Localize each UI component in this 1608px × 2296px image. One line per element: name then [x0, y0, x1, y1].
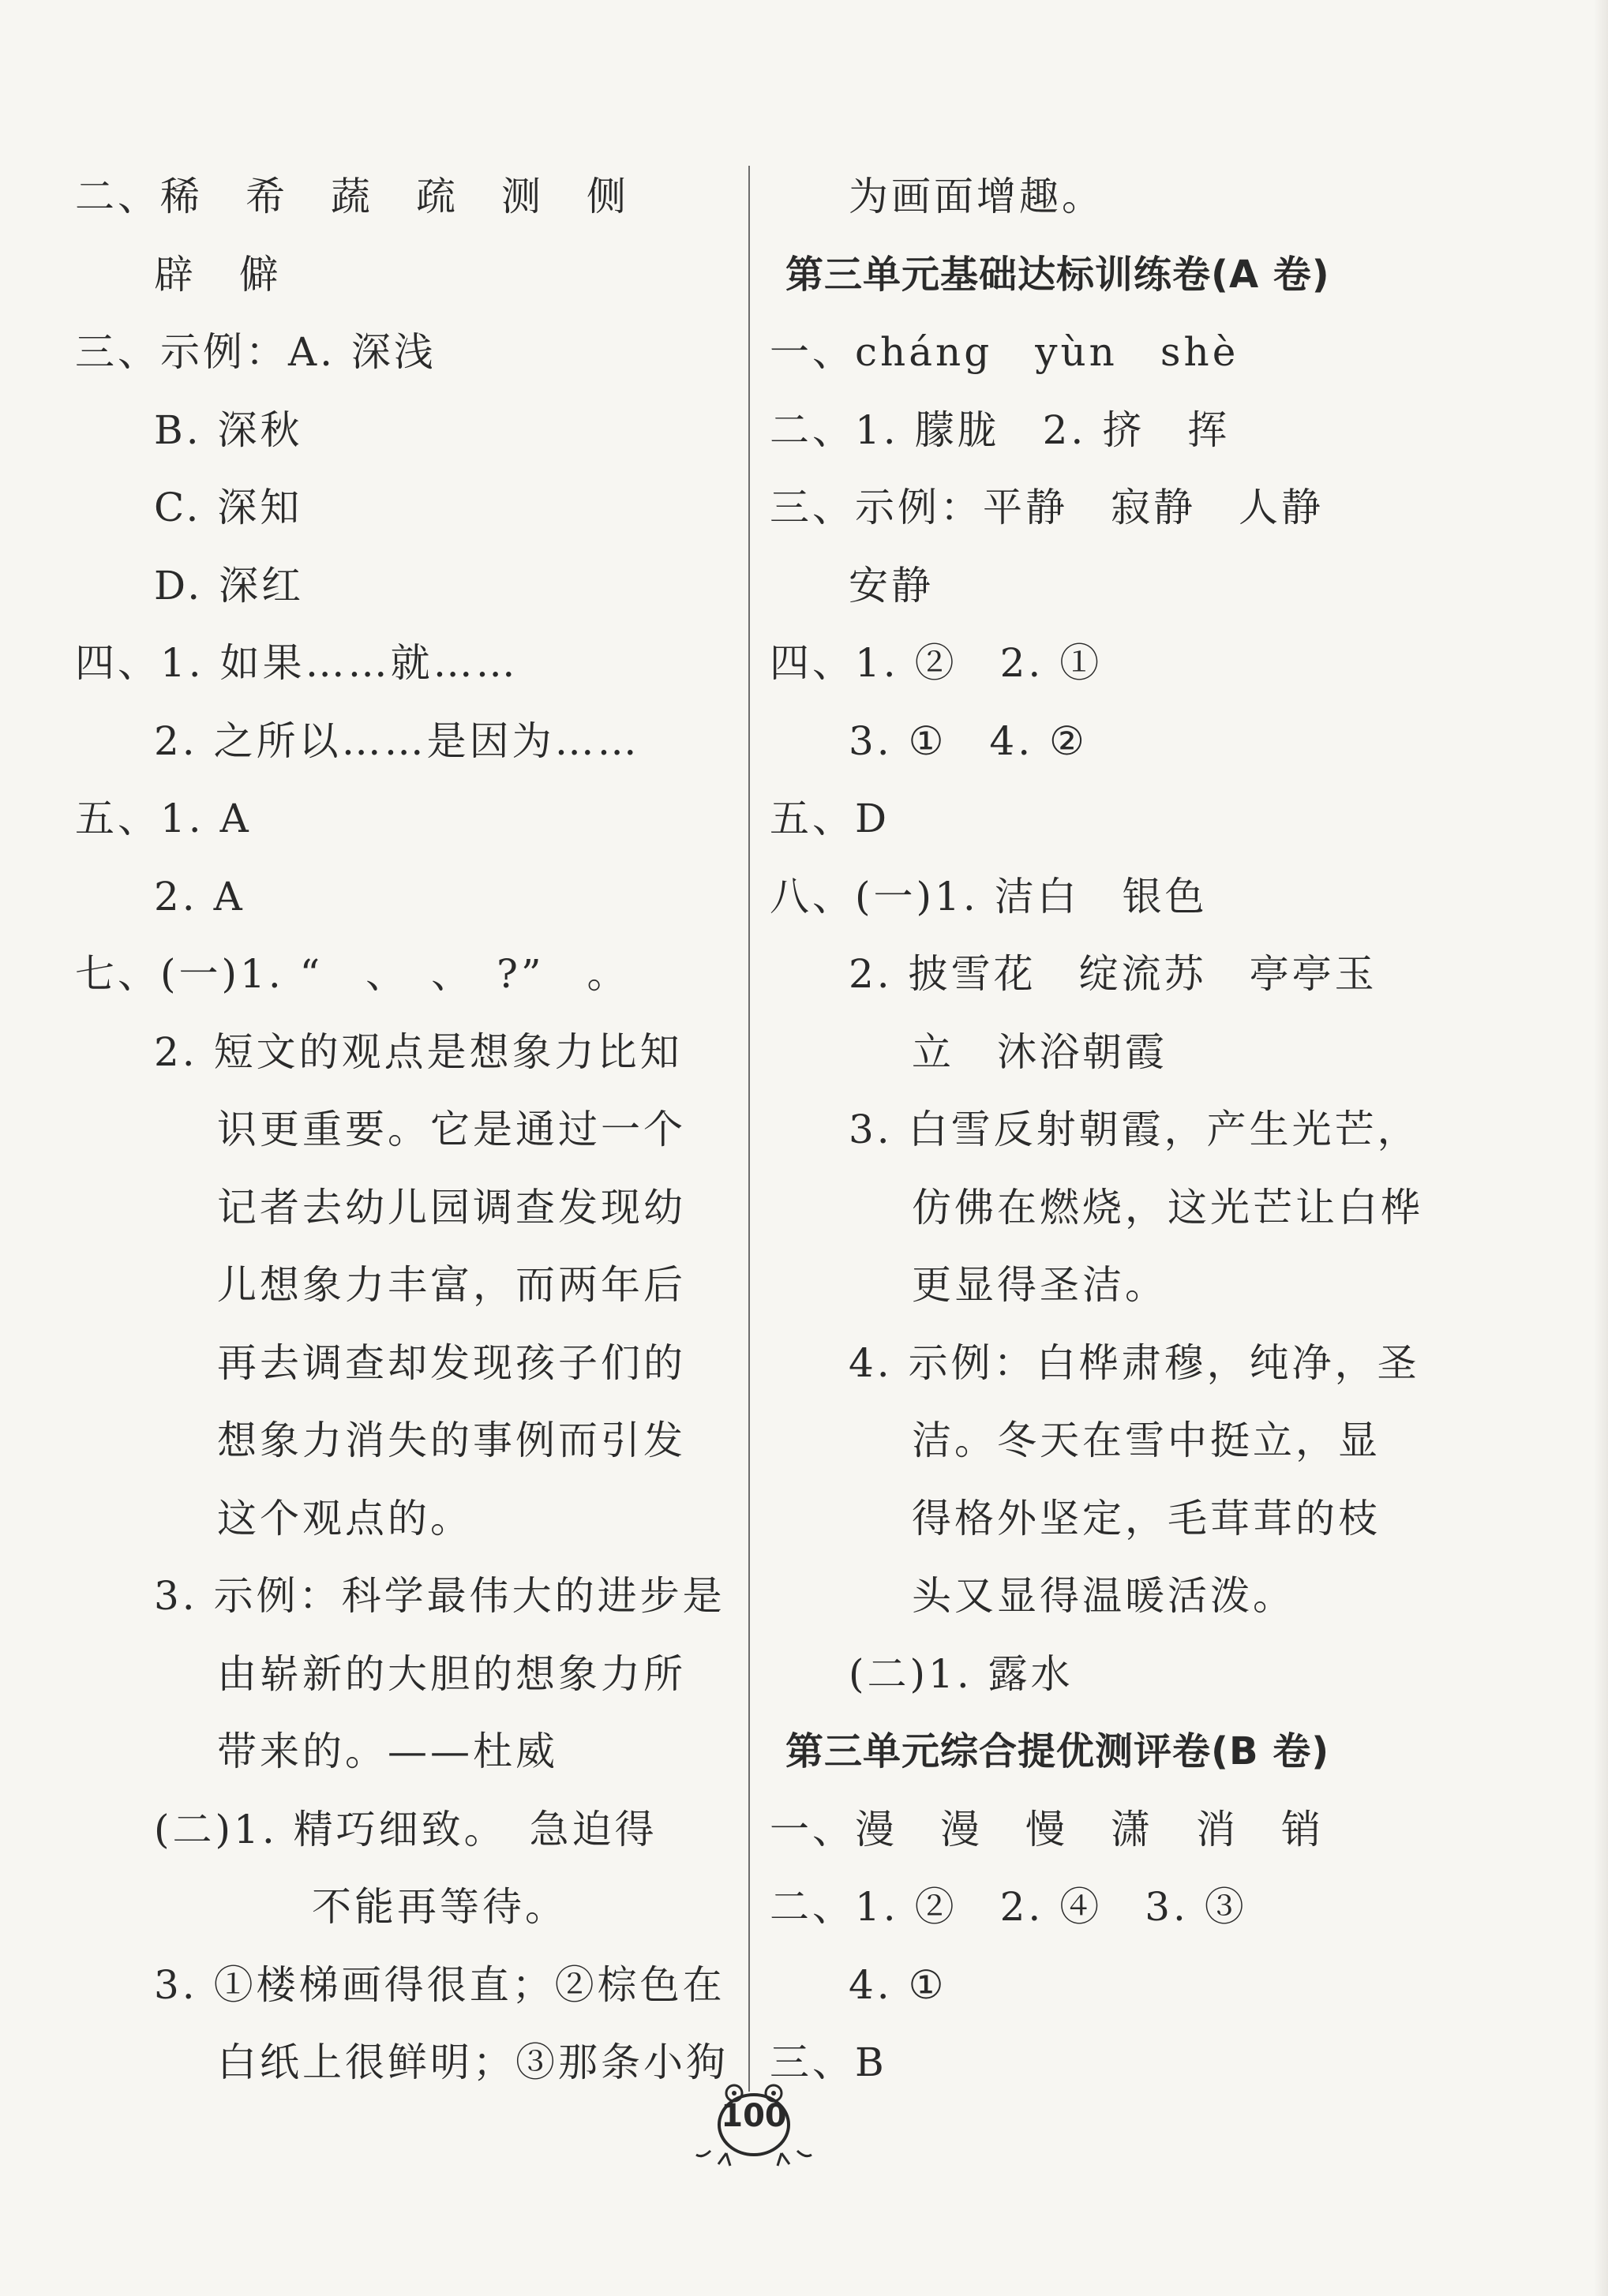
left-answer-line: 儿想象力丰富，而两年后 [217, 1262, 686, 1308]
left-answer-line: 四、1. 如果……就…… [75, 640, 519, 686]
right-answer-line: 立 沐浴朝霞 [912, 1028, 1168, 1075]
right-column [770, 158, 1441, 2102]
left-answer-line: 七、(一)1. “ 、 、 ?” 。 [75, 951, 630, 997]
right-answer-line: 得格外坚定，毛茸茸的枝 [912, 1495, 1381, 1541]
left-answer-line: 五、1. A [75, 796, 252, 841]
right-answer-line: 一、漫 漫 慢 潇 消 销 [770, 1806, 1324, 1852]
left-answer-line: 识更重要。它是通过一个 [217, 1107, 686, 1152]
right-answer-line: 洁。冬天在雪中挺立，显 [912, 1418, 1381, 1463]
right-answer-line: 五、D [770, 796, 890, 841]
page-edge-shadow [1594, 0, 1608, 2296]
right-answer-line: 二、1. ② 2. ④ 3. ③ [770, 1884, 1247, 1930]
right-answer-line: 三、B [770, 2039, 887, 2085]
right-answer-line: 4. 示例：白桦肃穆，纯净，圣 [849, 1339, 1420, 1386]
left-answer-line: 不能再等待。 [312, 1884, 568, 1930]
left-answer-line: 2. 之所以……是因为…… [154, 717, 640, 764]
left-answer-line: 由崭新的大胆的想象力所 [217, 1650, 686, 1697]
left-answer-line: B. 深秋 [154, 406, 303, 453]
right-answer-line: 4. ① [849, 1961, 947, 2008]
right-answer-line: 八、(一)1. 洁白 银色 [770, 873, 1208, 920]
page-number-badge [695, 2076, 813, 2171]
right-answer-line: 更显得圣洁。 [912, 1262, 1168, 1308]
right-answer-line: 二、1. 朦胧 2. 挤 挥 [770, 406, 1231, 453]
left-column [75, 158, 738, 2102]
left-answer-line: 2. 短文的观点是想象力比知 [154, 1028, 683, 1075]
left-answer-line: 白纸上很鲜明；③那条小狗 [217, 2039, 729, 2085]
right-answer-line: 3. 白雪反射朝霞，产生光芒， [849, 1107, 1420, 1152]
right-answer-line: 2. 披雪花 绽流苏 亭亭玉 [849, 951, 1377, 997]
section-heading: 第三单元综合提优测评卷(B 卷) [785, 1729, 1330, 1774]
left-answer-line: 三、示例：A. 深浅 [75, 329, 437, 375]
right-answer-line: 安静 [849, 562, 934, 609]
left-answer-line: 辟 僻 [154, 251, 282, 298]
right-answer-line: 头又显得温暖活泼。 [912, 1573, 1295, 1619]
left-answer-line: 带来的。——杜威 [217, 1729, 558, 1774]
left-answer-line: 这个观点的。 [217, 1495, 473, 1541]
right-answer-line: 仿佛在燃烧，这光芒让白桦 [912, 1184, 1423, 1230]
left-answer-line: 3. 示例：科学最伟大的进步是 [154, 1573, 725, 1619]
right-answer-line: 为画面增趣。 [849, 174, 1104, 219]
left-answer-line: 记者去幼儿园调查发现幼 [217, 1184, 686, 1230]
left-answer-line: D. 深红 [154, 562, 305, 609]
right-answer-line: 3. ① 4. ② [849, 717, 1088, 764]
left-answer-line: 想象力消失的事例而引发 [217, 1418, 686, 1463]
right-answer-line: 四、1. ② 2. ① [770, 640, 1103, 686]
left-answer-line: (二)1. 精巧细致。 急迫得 [154, 1806, 658, 1852]
right-answer-line: (二)1. 露水 [849, 1650, 1074, 1697]
left-answer-line: 2. A [154, 873, 246, 920]
right-answer-line: 三、示例：平静 寂静 人静 [770, 485, 1324, 530]
left-answer-line: C. 深知 [154, 485, 303, 530]
left-answer-line: 3. ①楼梯画得很直；②棕色在 [154, 1961, 725, 2008]
left-answer-line: 再去调查却发现孩子们的 [217, 1339, 686, 1386]
page-number: 100 [721, 2098, 787, 2134]
section-heading: 第三单元基础达标训练卷(A 卷) [785, 252, 1330, 297]
right-answer-line: 一、cháng yùn shè [770, 329, 1239, 375]
column-divider [748, 166, 750, 2092]
left-answer-line: 二、稀 希 蔬 疏 测 侧 [75, 174, 629, 219]
